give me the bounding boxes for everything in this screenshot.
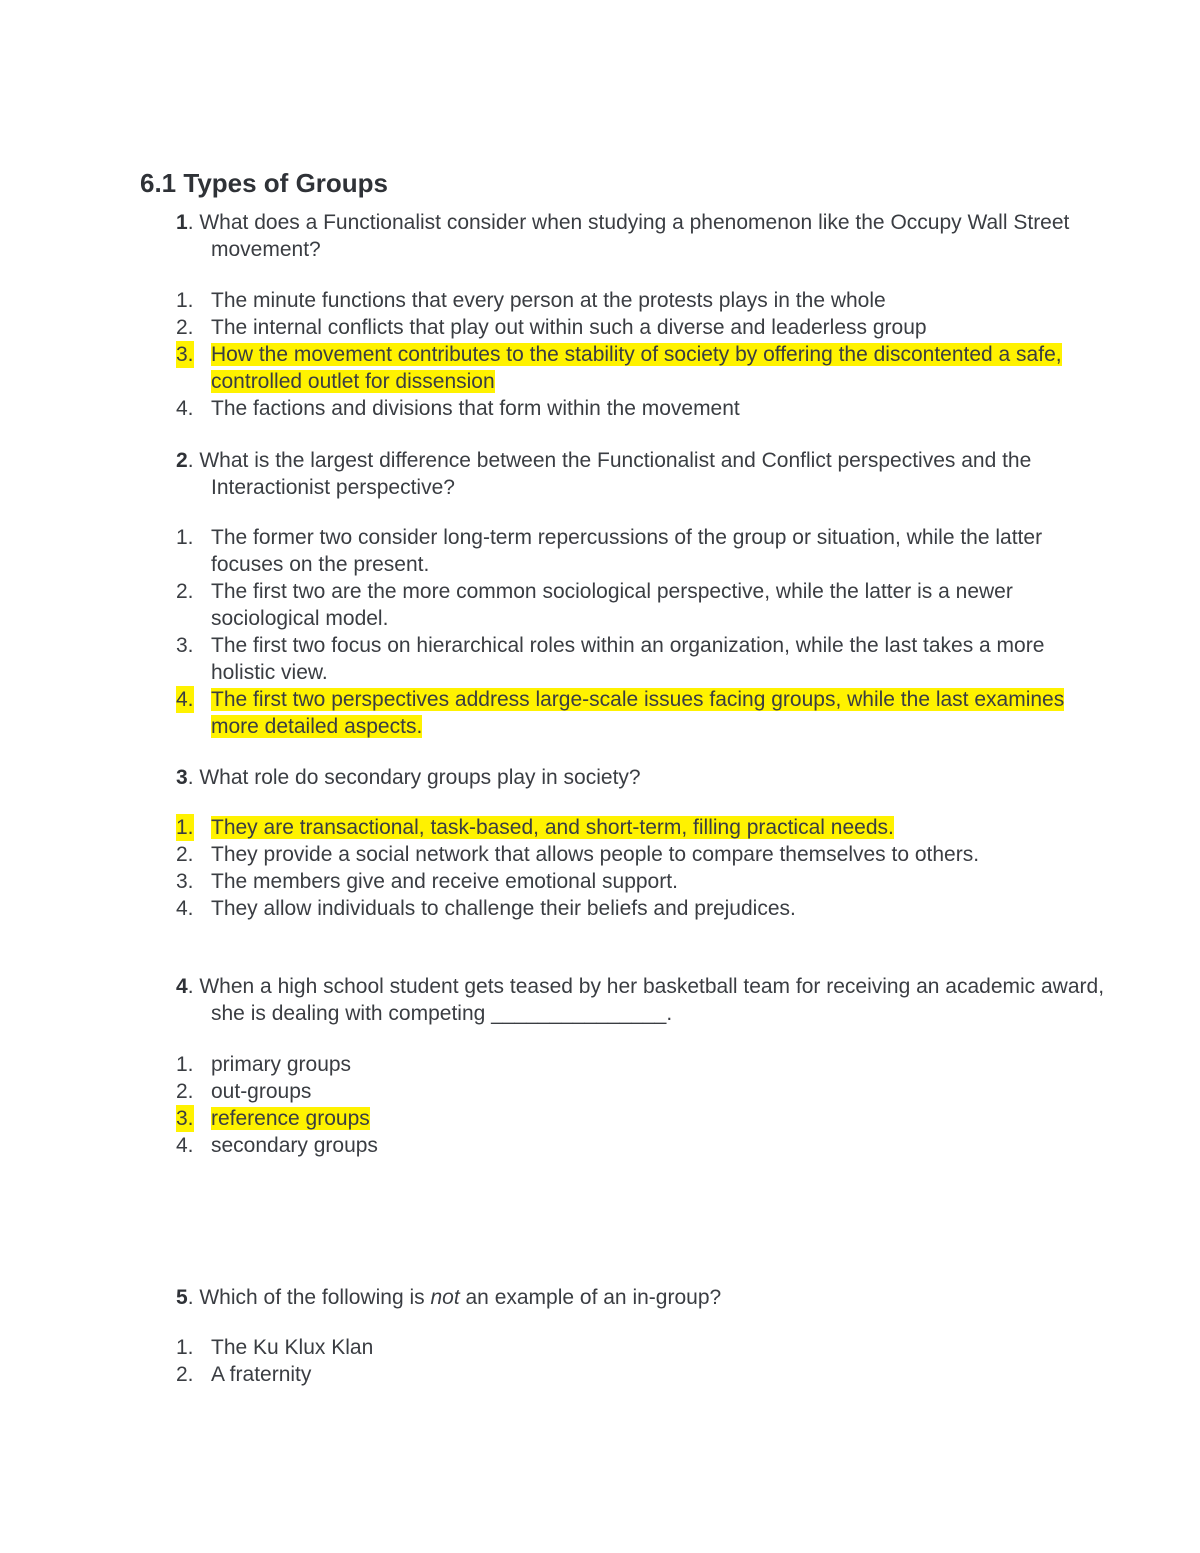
option-number: 4.	[176, 397, 194, 420]
option-number: 3.	[176, 870, 194, 893]
option-text: reference groups	[211, 1107, 370, 1130]
question-1	[176, 209, 1111, 263]
option-text: How the movement contributes to the stability of society by offering the discontented a safe, controlled outlet for dissension	[211, 343, 1062, 393]
option-number: 1.	[176, 289, 194, 312]
answer-option	[0, 1361, 1100, 1388]
option-text: They allow individuals to challenge their beliefs and prejudices.	[211, 897, 796, 920]
option-number: 1.	[176, 1053, 194, 1076]
question-text: . When a high school student gets teased by her basketball team for receiving an academic award, she is dealing with competing _______________.	[187, 975, 1105, 1025]
option-text: secondary groups	[211, 1134, 378, 1157]
option-text: The members give and receive emotional support.	[211, 870, 678, 893]
question-5	[176, 1284, 1111, 1311]
question-text-after: an example of an in-group?	[459, 1286, 722, 1309]
answer-option	[0, 524, 1100, 578]
option-number: 3.	[176, 1107, 194, 1130]
option-text: out-groups	[211, 1080, 312, 1103]
answer-option	[0, 632, 1100, 686]
answer-option	[0, 395, 1100, 422]
option-text: The first two are the more common sociological perspective, while the latter is a newer sociological model.	[211, 580, 1013, 630]
answer-option	[0, 868, 1100, 895]
option-text: The former two consider long-term repercussions of the group or situation, while the latter focuses on the present.	[211, 526, 1043, 576]
option-text: The internal conflicts that play out within such a diverse and leaderless group	[211, 316, 927, 339]
answer-option-highlighted	[0, 1105, 1100, 1132]
question-number: 4	[176, 975, 188, 998]
option-text: A fraternity	[211, 1363, 312, 1386]
option-text: They provide a social network that allows people to compare themselves to others.	[211, 843, 980, 866]
answer-option	[0, 314, 1100, 341]
answer-option	[0, 578, 1100, 632]
answer-option	[0, 1334, 1100, 1361]
option-text: They are transactional, task-based, and short-term, filling practical needs.	[211, 816, 894, 839]
option-number: 1.	[176, 526, 194, 549]
answer-option	[0, 895, 1100, 922]
answer-option	[0, 841, 1100, 868]
option-text: The first two focus on hierarchical roles within an organization, while the last takes a more holistic view.	[211, 634, 1045, 684]
question-2	[176, 447, 1111, 501]
option-number: 1.	[176, 1336, 194, 1359]
question-number: 5	[176, 1286, 188, 1309]
answer-list-3	[0, 814, 1100, 922]
option-number: 1.	[176, 816, 194, 839]
option-number: 2.	[176, 580, 194, 603]
answer-list-1	[0, 287, 1100, 422]
option-text: The minute functions that every person at the protests plays in the whole	[211, 289, 886, 312]
answer-option-highlighted	[0, 814, 1100, 841]
question-text: . What role do secondary groups play in society?	[187, 766, 641, 789]
question-number: 3	[176, 766, 188, 789]
option-number: 3.	[176, 634, 194, 657]
option-number: 4.	[176, 897, 194, 920]
answer-list-4	[0, 1051, 1100, 1159]
answer-option	[0, 1078, 1100, 1105]
answer-list-2	[0, 524, 1100, 740]
section-title: 6.1 Types of Groups	[140, 168, 389, 198]
option-number: 2.	[176, 843, 194, 866]
answer-option	[0, 1051, 1100, 1078]
option-number: 3.	[176, 343, 194, 366]
option-text: The first two perspectives address large-scale issues facing groups, while the last examines more detailed aspects.	[211, 688, 1065, 738]
question-number: 2	[176, 449, 188, 472]
option-number: 2.	[176, 1363, 194, 1386]
question-text-emphasis: not	[430, 1286, 460, 1309]
question-4	[176, 973, 1111, 1027]
option-text: primary groups	[211, 1053, 352, 1076]
option-text: The factions and divisions that form within the movement	[211, 397, 740, 420]
question-number: 1	[176, 211, 188, 234]
answer-list-5	[0, 1334, 1100, 1388]
option-number: 4.	[176, 1134, 194, 1157]
answer-option	[0, 1132, 1100, 1159]
option-number: 4.	[176, 688, 194, 711]
question-3	[176, 764, 1111, 791]
question-text: . What does a Functionalist consider when studying a phenomenon like the Occupy Wall Street movement?	[187, 211, 1070, 261]
option-number: 2.	[176, 1080, 194, 1103]
question-text-before: . Which of the following is	[187, 1286, 431, 1309]
option-text: The Ku Klux Klan	[211, 1336, 374, 1359]
answer-option-highlighted	[0, 686, 1100, 740]
question-text: . What is the largest difference between the Functionalist and Conflict perspectives and the Interactionist perspective?	[187, 449, 1032, 499]
answer-option	[0, 287, 1100, 314]
option-number: 2.	[176, 316, 194, 339]
answer-option-highlighted	[0, 341, 1100, 395]
